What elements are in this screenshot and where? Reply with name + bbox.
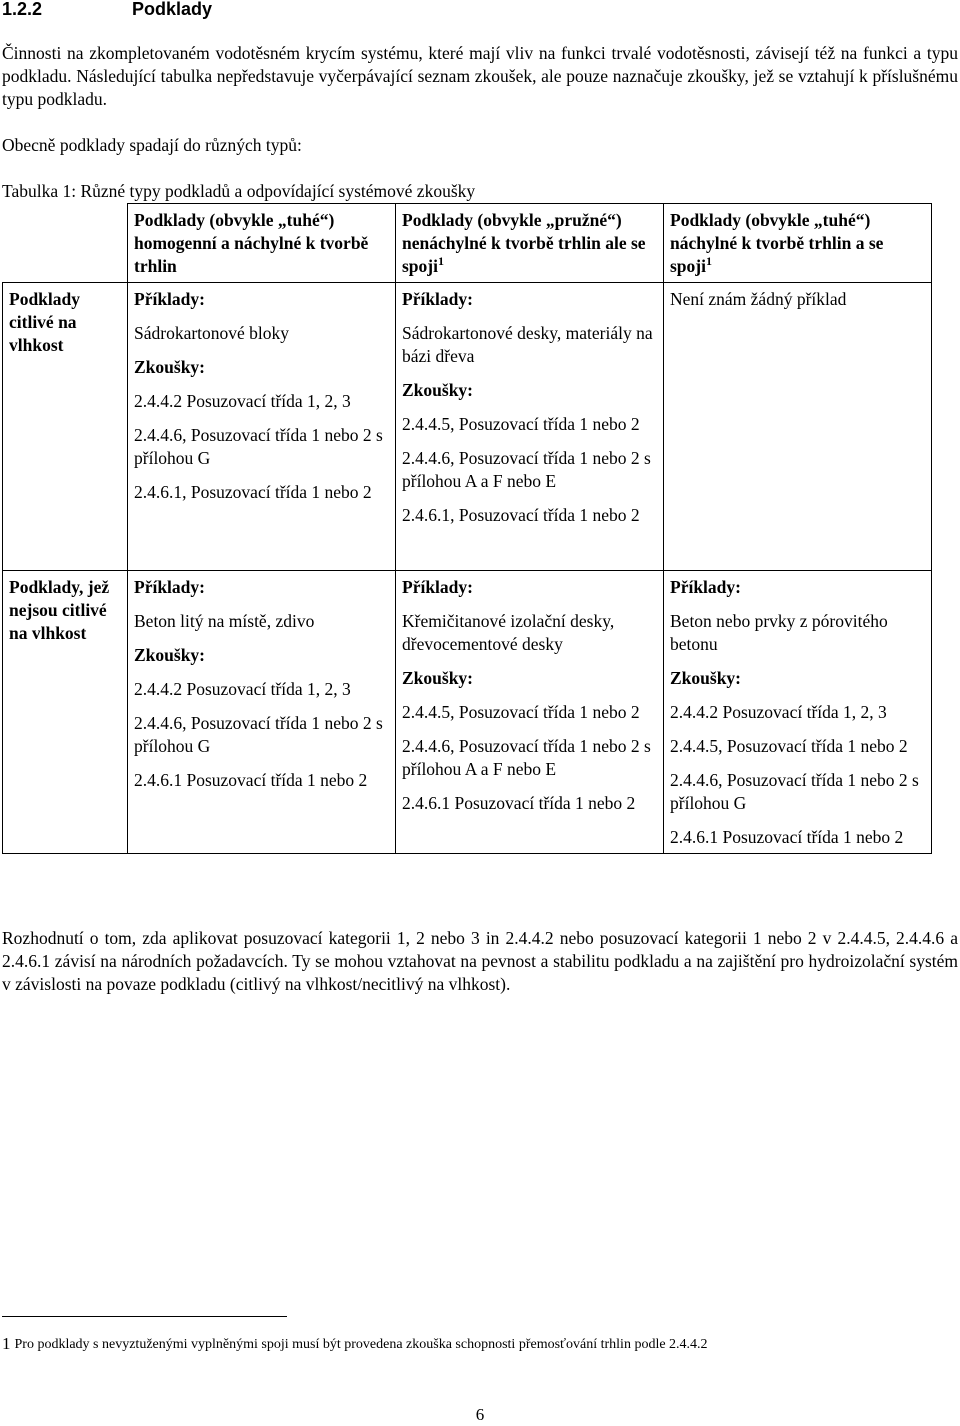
tests-label: Zkoušky:	[402, 380, 474, 400]
footnote	[2, 1332, 708, 1356]
no-example-note: Není znám žádný příklad	[670, 289, 847, 309]
test-item: 2.4.6.1 Posuzovací třída 1 nebo 2	[402, 793, 636, 813]
examples-label: Příklady:	[134, 577, 205, 597]
table-caption: Tabulka 1: Různé typy podkladů a odpovídající systémové zkoušky	[2, 181, 476, 201]
footnote-mark: 1	[2, 1334, 11, 1353]
test-item: 2.4.6.1 Posuzovací třída 1 nebo 2	[134, 770, 368, 790]
test-item: 2.4.4.6, Posuzovací třída 1 nebo 2 s přílohou G	[134, 425, 383, 468]
header-rigid-cracking-joints	[664, 204, 932, 283]
conclusion-paragraph	[2, 927, 958, 996]
test-item: 2.4.6.1, Posuzovací třída 1 nebo 2	[134, 482, 372, 502]
row-head: Podklady citlivé na vlhkost	[3, 283, 128, 571]
tests-label: Zkoušky:	[670, 668, 742, 688]
header-rigid-cracking-joints-text: Podklady (obvykle „tuhé“) náchylné k tvorbě trhlin a se spoji	[670, 210, 884, 276]
section-heading	[2, 0, 212, 21]
examples-text: Sádrokartonové bloky	[134, 323, 290, 343]
examples-text: Sádrokartonové desky, materiály na bázi dřeva	[402, 323, 653, 366]
types-sentence: Obecně podklady spadají do různých typů:	[2, 135, 302, 155]
table-cell	[396, 283, 664, 571]
examples-label: Příklady:	[402, 577, 473, 597]
footnote-ref: 1	[705, 254, 712, 269]
examples-text: Křemičitanové izolační desky, dřevocementové desky	[402, 611, 615, 654]
footnote-separator	[2, 1316, 287, 1317]
table-cell	[664, 571, 932, 854]
test-item: 2.4.4.2 Posuzovací třída 1, 2, 3	[134, 391, 351, 411]
table-cell	[128, 283, 396, 571]
footnote-text: Pro podklady s nevyztuženými vyplněnými spoji musí být provedena zkouška schopnosti přemosťování trhlin podle 2.4.4.2	[14, 1337, 708, 1352]
test-item: 2.4.4.6, Posuzovací třída 1 nebo 2 s přílohou G	[670, 770, 919, 813]
header-flexible-joints-text: Podklady (obvykle „pružné“) nenáchylné k tvorbě trhlin ale se spoji	[402, 210, 646, 276]
section-number: 1.2.2	[2, 0, 43, 19]
intro-text: Činnosti na zkompletovaném vodotěsném krycím systému, které mají vliv na funkci trvalé vodotěsnosti, závisejí též na funkci a typu podkladu. Následující tabulka nepředstavuje vyčerpávající seznam zkoušek, ale pouze naznačuje zkoušky, jež se vztahují k příslušnému typu podkladu.	[2, 43, 958, 109]
table-cell	[664, 283, 932, 571]
conclusion-text: Rozhodnutí o tom, zda aplikovat posuzovací kategorii 1, 2 nebo 3 in 2.4.4.2 nebo posuzovací kategorii 1 nebo 2 v 2.4.4.5, 2.4.4.6 a 2.4.6.1 závisí na národních požadavcích. Ty se mohou vztahovat na pevnost a stabilitu podkladu a na zajištění pro hydroizolační systém v závislosti na povaze podkladu (citlivý na vlhkost/necitlivý na vlhkost).	[2, 928, 958, 994]
table-row-not-moisture-sensitive	[3, 571, 932, 854]
substrate-table	[2, 203, 932, 854]
examples-text: Beton nebo prvky z pórovitého betonu	[670, 611, 888, 654]
tests-label: Zkoušky:	[134, 645, 206, 665]
test-item: 2.4.6.1 Posuzovací třída 1 nebo 2	[670, 827, 904, 847]
tests-label: Zkoušky:	[402, 668, 474, 688]
page-number: 6	[475, 1405, 485, 1424]
tests-label: Zkoušky:	[134, 357, 206, 377]
row-head: Podklady, jež nejsou citlivé na vlhkost	[3, 571, 128, 854]
table-cell	[396, 571, 664, 854]
test-item: 2.4.4.6, Posuzovací třída 1 nebo 2 s přílohou A a F nebo E	[402, 448, 651, 491]
examples-label: Příklady:	[134, 289, 205, 309]
examples-text: Beton litý na místě, zdivo	[134, 611, 315, 631]
footnote-ref: 1	[437, 254, 444, 269]
test-item: 2.4.4.5, Posuzovací třída 1 nebo 2	[402, 702, 640, 722]
table-row-moisture-sensitive	[3, 283, 932, 571]
test-item: 2.4.4.6, Posuzovací třída 1 nebo 2 s přílohou G	[134, 713, 383, 756]
test-item: 2.4.6.1, Posuzovací třída 1 nebo 2	[402, 505, 640, 525]
test-item: 2.4.4.2 Posuzovací třída 1, 2, 3	[670, 702, 887, 722]
test-item: 2.4.4.6, Posuzovací třída 1 nebo 2 s přílohou A a F nebo E	[402, 736, 651, 779]
test-item: 2.4.4.2 Posuzovací třída 1, 2, 3	[134, 679, 351, 699]
test-item: 2.4.4.5, Posuzovací třída 1 nebo 2	[402, 414, 640, 434]
examples-label: Příklady:	[402, 289, 473, 309]
table-cell	[128, 571, 396, 854]
table-header-row	[3, 204, 932, 283]
header-flexible-joints	[396, 204, 664, 283]
intro-paragraph	[2, 42, 958, 111]
test-item: 2.4.4.5, Posuzovací třída 1 nebo 2	[670, 736, 908, 756]
header-empty-cell	[3, 204, 128, 283]
header-rigid-cracking: Podklady (obvykle „tuhé“) homogenní a náchylné k tvorbě trhlin	[128, 204, 396, 283]
examples-label: Příklady:	[670, 577, 741, 597]
section-title: Podklady	[132, 0, 213, 19]
